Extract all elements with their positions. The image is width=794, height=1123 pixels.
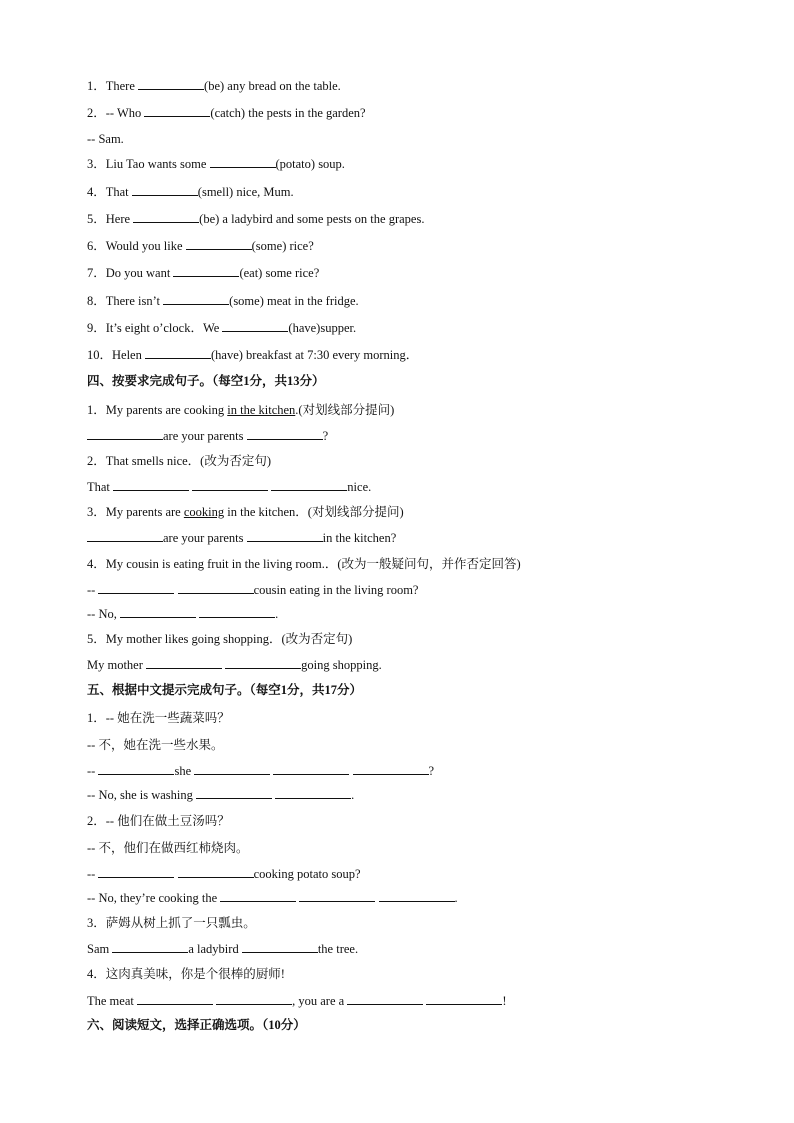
q-text: !: [502, 994, 507, 1008]
question-2: [87, 105, 366, 121]
q-text: ?: [428, 764, 435, 778]
answer-blank[interactable]: [347, 993, 423, 1005]
q-text: The meat: [87, 994, 137, 1008]
answer-blank[interactable]: [220, 890, 296, 902]
answer-blank[interactable]: [132, 184, 198, 196]
answer-blank[interactable]: [379, 890, 455, 902]
s4-question-2: 2．That smells nice．(改为否定句): [87, 454, 271, 468]
q-text: --: [87, 867, 99, 881]
q-text: (be) any bread on the table.: [204, 79, 341, 93]
answer-blank[interactable]: [426, 993, 502, 1005]
q-text: .: [351, 788, 355, 802]
q-text: cousin eating in the living room?: [253, 583, 419, 597]
s4-answer-4a: [87, 582, 418, 598]
q-text: (smell) nice, Mum.: [197, 185, 294, 199]
s5-answer-1b: [87, 787, 354, 803]
q-text: a ladybird: [188, 942, 242, 956]
q-text: (potato) soup.: [275, 157, 345, 171]
q-text: , you are a: [292, 994, 348, 1008]
s5-answer-3: [87, 941, 358, 957]
q-text: (some) meat in the fridge.: [229, 294, 359, 308]
answer-blank[interactable]: [196, 787, 272, 799]
section-5-heading: 五、根据中文提示完成句子。（每空1分，共17分）: [87, 683, 363, 697]
q-text: (some) rice?: [251, 239, 314, 253]
answer-blank[interactable]: [112, 941, 188, 953]
s4-answer-3: [87, 530, 396, 546]
underlined-phrase: in the kitchen: [227, 403, 296, 417]
s5-answer-1a: [87, 763, 434, 779]
question-8: [87, 293, 359, 309]
question-3: [87, 156, 345, 172]
q-text: 3．Liu Tao wants some: [87, 157, 210, 171]
answer-blank[interactable]: [192, 479, 268, 491]
s4-answer-1: [87, 428, 328, 444]
answer-blank[interactable]: [247, 428, 323, 440]
answer-blank[interactable]: [178, 582, 254, 594]
question-5: [87, 211, 424, 227]
q-text: -- No,: [87, 607, 120, 621]
answer-blank[interactable]: [273, 763, 349, 775]
answer-blank[interactable]: [120, 606, 196, 618]
s4-answer-2: [87, 479, 371, 495]
answer-blank[interactable]: [146, 657, 222, 669]
q-text: -- No, they’re cooking the: [87, 891, 221, 905]
answer-blank[interactable]: [225, 657, 301, 669]
answer-blank[interactable]: [194, 763, 270, 775]
s5-answer-2a: [87, 866, 361, 882]
answer-blank[interactable]: [98, 582, 174, 594]
question-2-answer: [87, 131, 124, 147]
q-text: 5．Here: [87, 212, 134, 226]
s5-answer-2b: [87, 890, 458, 906]
q-text: in the kitchen．(对划线部分提问): [224, 505, 404, 519]
answer-blank[interactable]: [210, 156, 276, 168]
answer-blank[interactable]: [163, 293, 229, 305]
answer-blank[interactable]: [98, 763, 174, 775]
q-text: cooking potato soup?: [253, 867, 361, 881]
s5-question-2-cn-b: -- 不，他们在做西红柿烧肉。: [87, 841, 249, 855]
question-1: [87, 78, 341, 94]
q-text: the tree.: [317, 942, 359, 956]
answer-blank[interactable]: [138, 78, 204, 90]
s5-answer-4: [87, 993, 507, 1009]
answer-blank[interactable]: [353, 763, 429, 775]
answer-blank[interactable]: [113, 479, 189, 491]
question-9: [87, 320, 356, 336]
q-text: (have) breakfast at 7:30 every morning．: [210, 348, 419, 362]
section-6-heading: 六、阅读短文，选择正确选项。（10分）: [87, 1018, 306, 1032]
answer-blank[interactable]: [144, 105, 210, 117]
q-text: That: [87, 480, 114, 494]
answer-blank[interactable]: [133, 211, 199, 223]
s5-question-3-cn: 3．萨姆从树上抓了一只瓢虫。: [87, 916, 256, 930]
s4-question-3: [87, 504, 404, 520]
answer-blank[interactable]: [137, 993, 213, 1005]
s4-answer-4b: [87, 606, 278, 622]
answer-blank[interactable]: [199, 606, 275, 618]
answer-blank[interactable]: [247, 530, 323, 542]
q-text: .: [275, 607, 279, 621]
s5-question-2-cn-a: 2．-- 他们在做土豆汤吗？: [87, 814, 230, 828]
s4-question-5: 5．My mother likes going shopping．(改为否定句): [87, 632, 353, 646]
q-text: .(对划线部分提问): [295, 403, 395, 417]
q-text: My mother: [87, 658, 147, 672]
q-text: -- No, she is washing: [87, 788, 197, 802]
s4-answer-5: [87, 657, 382, 673]
s4-question-1: [87, 402, 394, 418]
answer-blank[interactable]: [178, 866, 254, 878]
answer-blank[interactable]: [87, 530, 163, 542]
q-text: (eat) some rice?: [239, 266, 320, 280]
q-text: 3．My parents are: [87, 505, 184, 519]
q-text: she: [174, 764, 195, 778]
answer-blank[interactable]: [145, 347, 211, 359]
q-text: Sam: [87, 942, 113, 956]
q-text: --: [87, 764, 99, 778]
q-text: .: [454, 891, 458, 905]
question-10: [87, 347, 418, 363]
answer-blank[interactable]: [173, 265, 239, 277]
q-text: 9．It’s eight o’clock．We: [87, 321, 223, 335]
s4-question-4: 4．My cousin is eating fruit in the living room.．(改为一般疑问句，并作否定回答): [87, 557, 521, 571]
s5-question-4-cn: 4．这肉真美味，你是个很棒的厨师!: [87, 967, 285, 981]
section-4-heading: 四、按要求完成句子。（每空1分，共13分）: [87, 374, 325, 388]
q-text: 1．There: [87, 79, 139, 93]
q-text: 1．My parents are cooking: [87, 403, 228, 417]
answer-blank[interactable]: [186, 238, 252, 250]
q-text: --: [87, 583, 99, 597]
q-text: (catch) the pests in the garden?: [210, 106, 366, 120]
q-text: 7．Do you want: [87, 266, 174, 280]
answer-blank[interactable]: [98, 866, 174, 878]
s5-question-1-cn-b: -- 不，她在洗一些水果。: [87, 738, 224, 752]
answer-blank[interactable]: [222, 320, 288, 332]
q-text: 6．Would you like: [87, 239, 186, 253]
q-text: 2．-- Who: [87, 106, 145, 120]
answer-blank[interactable]: [299, 890, 375, 902]
q-text: 10．Helen: [87, 348, 145, 362]
q-text: are your parents: [163, 531, 247, 545]
q-text: are your parents: [163, 429, 247, 443]
answer-blank[interactable]: [242, 941, 318, 953]
q-text: 8．There isn’t: [87, 294, 164, 308]
q-text: (have)supper.: [288, 321, 357, 335]
answer-blank[interactable]: [275, 787, 351, 799]
answer-blank[interactable]: [87, 428, 163, 440]
q-text: -- Sam.: [87, 132, 124, 146]
q-text: nice.: [347, 480, 372, 494]
q-text: going shopping.: [301, 658, 382, 672]
q-text: ?: [322, 429, 329, 443]
underlined-phrase: cooking: [183, 505, 225, 519]
q-text: (be) a ladybird and some pests on the grapes.: [199, 212, 425, 226]
question-7: [87, 265, 319, 281]
answer-blank[interactable]: [216, 993, 292, 1005]
s5-question-1-cn-a: 1．-- 她在洗一些蔬菜吗？: [87, 711, 230, 725]
answer-blank[interactable]: [271, 479, 347, 491]
question-4: [87, 184, 294, 200]
q-text: 4．That: [87, 185, 132, 199]
q-text: in the kitchen?: [322, 531, 397, 545]
question-6: [87, 238, 314, 254]
